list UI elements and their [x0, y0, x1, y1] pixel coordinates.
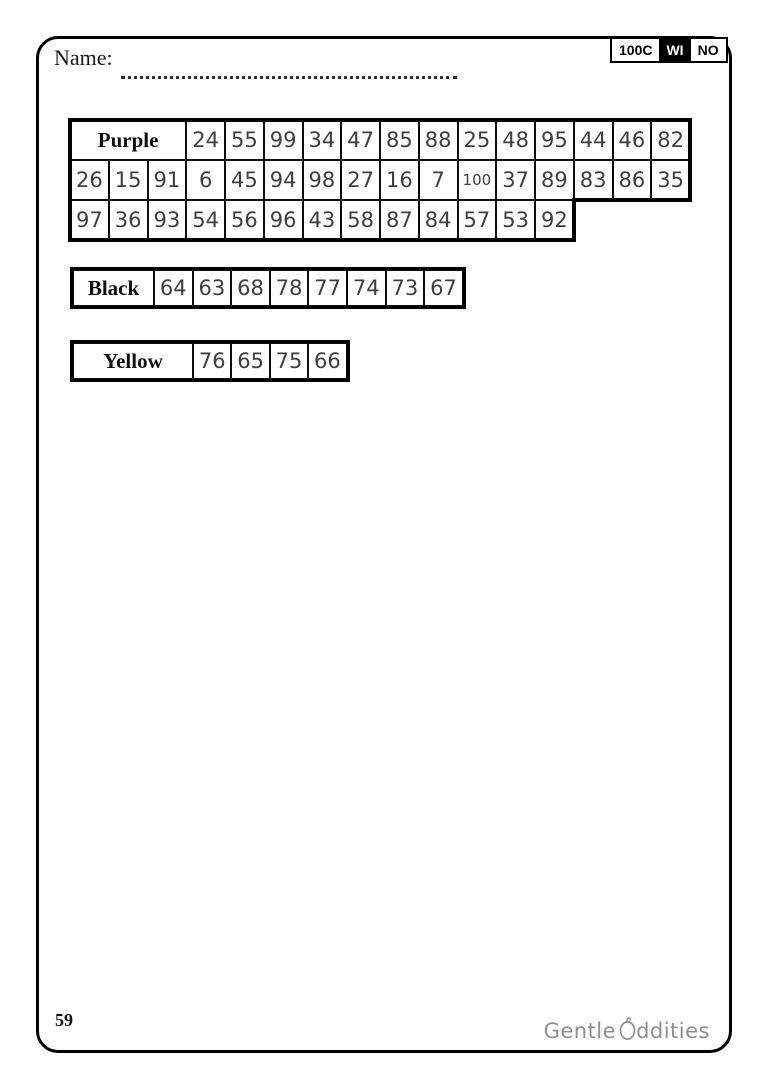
- number-cell: 7: [419, 160, 458, 200]
- number-cell: 91: [148, 160, 187, 200]
- number-cell: 98: [303, 160, 342, 200]
- number-cell: 34: [303, 120, 342, 160]
- group-row: [70, 160, 690, 200]
- number-cell: 15: [109, 160, 148, 200]
- brand-logo: [544, 1016, 710, 1046]
- group-outline: [572, 198, 576, 242]
- number-cell: 45: [225, 160, 264, 200]
- egg-o-icon: [619, 1016, 636, 1046]
- number-cell: 46: [613, 120, 652, 160]
- number-cell: 66: [308, 343, 346, 379]
- group-outline: [688, 118, 692, 202]
- number-cell: 77: [308, 270, 347, 306]
- number-cell: 27: [341, 160, 380, 200]
- group-outline: [68, 118, 692, 122]
- group-yellow: [70, 340, 350, 382]
- brand-text-prefix: Gentle: [543, 1019, 617, 1043]
- number-cell: 68: [231, 270, 270, 306]
- number-cell: 89: [535, 160, 574, 200]
- group-outline: [68, 238, 576, 242]
- page-number: 59: [55, 1010, 73, 1030]
- number-cell: 36: [109, 200, 148, 240]
- number-cell: 96: [264, 200, 303, 240]
- number-cell: 65: [231, 343, 269, 379]
- number-cell: 26: [70, 160, 109, 200]
- number-cell: 57: [458, 200, 497, 240]
- group-black: [70, 267, 466, 309]
- number-cell: 35: [651, 160, 690, 200]
- brand-text-suffix: ddities: [636, 1019, 710, 1043]
- number-cell: 93: [148, 200, 187, 240]
- number-cell: 48: [496, 120, 535, 160]
- level-badges: [610, 37, 728, 63]
- number-cell: 92: [535, 200, 574, 240]
- number-cell: 83: [574, 160, 613, 200]
- number-cell: 16: [380, 160, 419, 200]
- number-cell: 82: [651, 120, 690, 160]
- group-purple: [70, 120, 690, 240]
- number-cell: 6: [186, 160, 225, 200]
- number-cell: 24: [186, 120, 225, 160]
- number-cell: 58: [341, 200, 380, 240]
- number-cell: 54: [186, 200, 225, 240]
- number-cell: 63: [193, 270, 232, 306]
- name-fill-in-line: [121, 58, 457, 79]
- number-cell: 64: [154, 270, 193, 306]
- number-cell: 56: [225, 200, 264, 240]
- number-cell: 88: [419, 120, 458, 160]
- number-cell: 73: [386, 270, 425, 306]
- number-cell: 78: [270, 270, 309, 306]
- number-cell: 100: [458, 160, 497, 200]
- group-row: [73, 270, 463, 306]
- number-cell: 44: [574, 120, 613, 160]
- number-cell: 75: [270, 343, 308, 379]
- number-cell: 97: [70, 200, 109, 240]
- number-cell: 74: [347, 270, 386, 306]
- number-cell: 86: [613, 160, 652, 200]
- number-cell: 25: [458, 120, 497, 160]
- name-label: Name:: [54, 45, 113, 70]
- number-cell: 84: [419, 200, 458, 240]
- number-cell: 47: [341, 120, 380, 160]
- number-cell: 67: [424, 270, 463, 306]
- group-row: [70, 120, 690, 160]
- badge-no: NO: [697, 42, 719, 58]
- group-row: [73, 343, 347, 379]
- group-row: [70, 200, 690, 240]
- number-cell: 85: [380, 120, 419, 160]
- badge-100c: 100C: [619, 42, 653, 58]
- number-cell: 55: [225, 120, 264, 160]
- number-cell: 94: [264, 160, 303, 200]
- badge-wi: WI: [659, 39, 690, 61]
- number-cell: 76: [193, 343, 231, 379]
- number-cell: 43: [303, 200, 342, 240]
- group-label-purple: Purple: [70, 120, 186, 160]
- number-cell: 99: [264, 120, 303, 160]
- number-cell: 53: [496, 200, 535, 240]
- group-label-black: Black: [73, 270, 154, 306]
- group-label-yellow: Yellow: [73, 343, 193, 379]
- group-outline: [572, 198, 693, 202]
- number-cell: 87: [380, 200, 419, 240]
- number-cell: 95: [535, 120, 574, 160]
- number-cell: 37: [496, 160, 535, 200]
- group-outline: [68, 118, 72, 242]
